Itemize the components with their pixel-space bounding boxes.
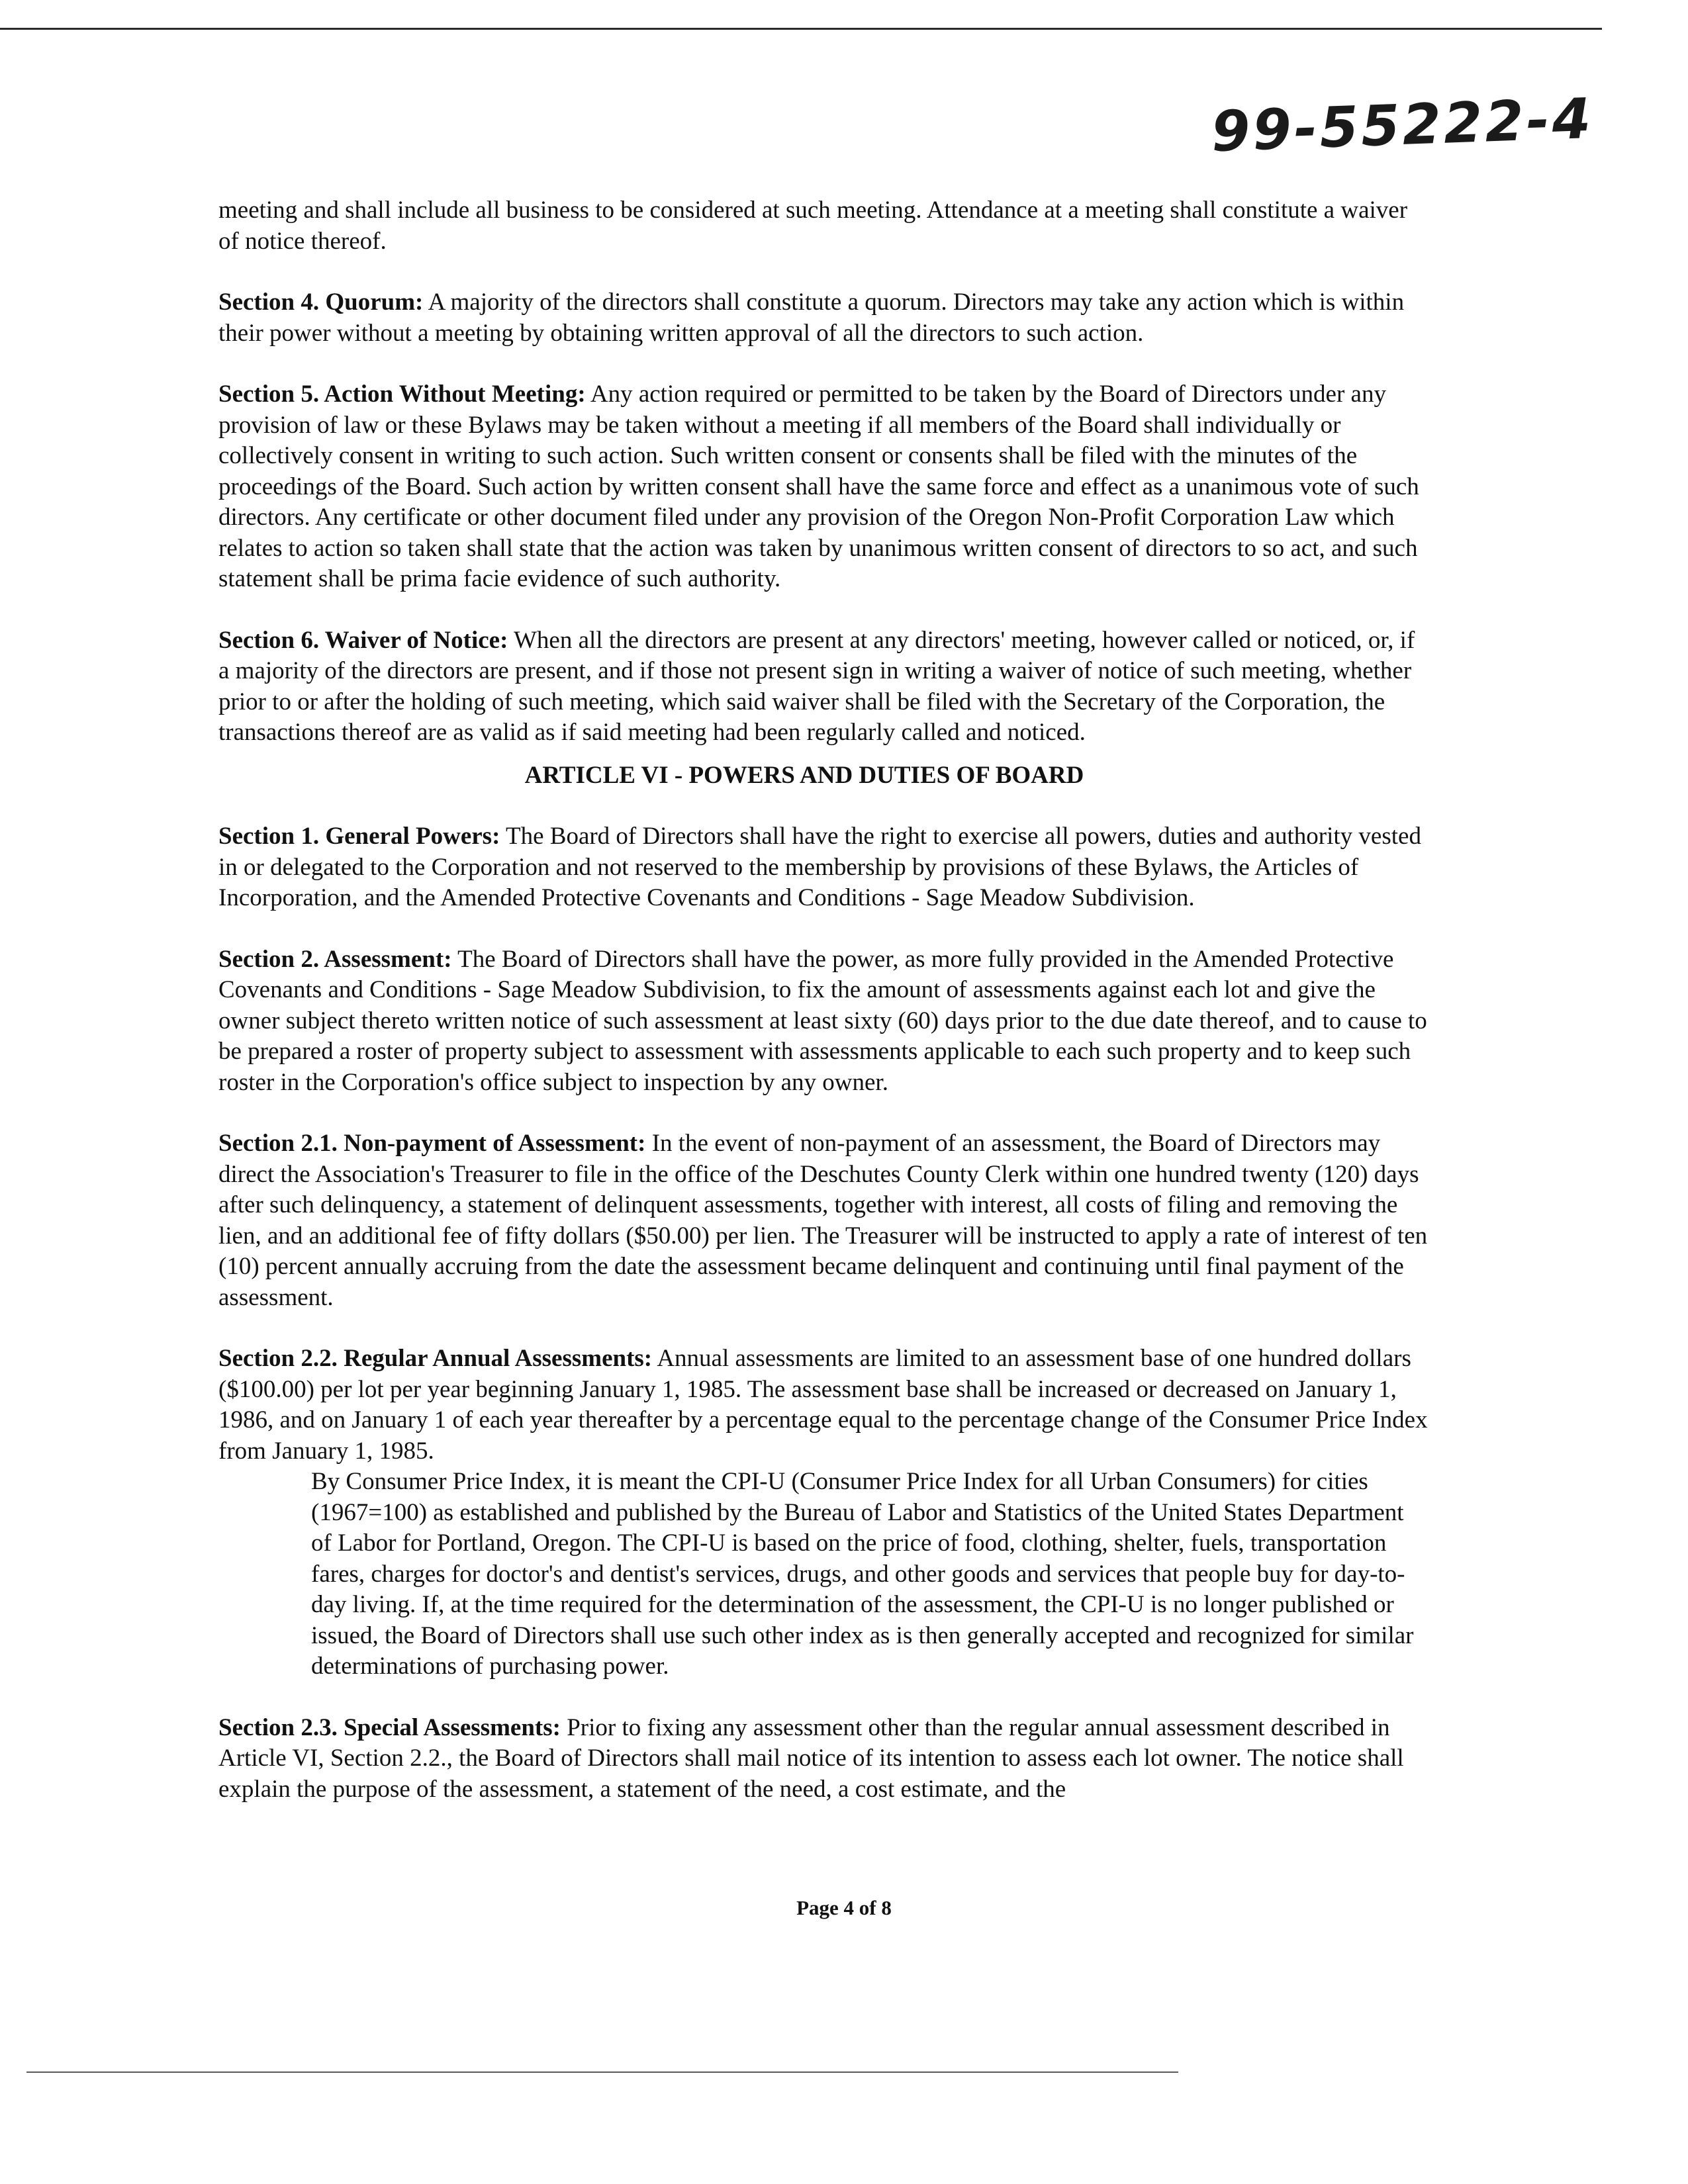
section-5-action-without-meeting [218,379,1430,595]
document-body [218,195,1430,1835]
article-heading: ARTICLE VI - POWERS AND DUTIES OF BOARD [524,761,1084,789]
section-text: In the event of non-payment of an assessment, the Board of Directors may direct the Association's Treasurer to file in the office of the Deschutes County Clerk within one hundred twenty (120) days after such delinquency, a statement of delinquent assessments, together with interest, all costs of filing and removing the lien, and an additional fee of fifty dollars ($50.00) per lien. The Treasurer will be instructed to apply a rate of interest of ten (10) percent annually accruing from the date the assessment became delinquent and continuing until final payment of the assessment. [218,1130,1428,1311]
cpi-definition-paragraph: By Consumer Price Index, it is meant the CPI-U (Consumer Price Index for all Urban Consumers) for cities (1967=100) as established and published by the Bureau of Labor and Statistics of the United States Department of Labor for Portland, Oregon. The CPI-U is based on the price of food, clothing, shelter, fuels, transportation fares, charges for doctor's and dentist's services, drugs, and other goods and services that people buy for day-to-day living. If, at the time required for the determination of the assessment, the CPI-U is no longer published or issued, the Board of Directors shall use such other index as is then generally accepted and recognized for similar determinations of purchasing power. [311,1468,1414,1680]
section-2-assessment [218,944,1430,1099]
section-text: Prior to fixing any assessment other than the regular annual assessment described in Article VI, Section 2.2., the Board of Directors shall mail notice of its intention to assess each lot owner. The notice shall explain the purpose of the assessment, a statement of the need, a cost estimate, and the [218,1713,1404,1803]
section-6-waiver-of-notice [218,625,1430,749]
section-text: A majority of the directors shall constitute a quorum. Directors may take any action which is within their power without a meeting by obtaining written approval of all the directors to such action. [218,289,1405,347]
section-label: Section 2.3. Special Assessments: [218,1713,561,1741]
top-rule-line [0,28,1602,30]
continuation-paragraph: meeting and shall include all business to be considered at such meeting. Attendance at a meeting shall constitute a waiver of notice thereof. [218,197,1408,255]
handwritten-document-number: 99-55222-4 [1210,85,1595,164]
section-1-general-powers [218,821,1430,914]
section-text: Annual assessments are limited to an assessment base of one hundred dollars ($100.00) per lot per year beginning January 1, 1985. The assessment base shall be increased or decreased on January 1, 1986, and on January 1 of each year thereafter by a percentage equal to the percentage change of the Consumer Price Index from January 1, 1985. [218,1345,1428,1465]
section-label: Section 1. General Powers: [218,823,500,850]
page-number: Page 4 of 8 [796,1896,892,1919]
section-text: The Board of Directors shall have the right to exercise all powers, duties and authority vested in or delegated to the Corporation and not reserved to the membership by provisions of these Bylaws, the Articles of Incorporation, and the Amended Protective Covenants and Conditions - Sage Meadow Subdivision. [218,823,1421,911]
section-2-2-regular-annual-assessments [218,1343,1430,1467]
section-label: Section 4. Quorum: [218,289,424,316]
section-4-quorum [218,287,1430,349]
section-label: Section 2. Assessment: [218,945,452,973]
section-text: The Board of Directors shall have the power, as more fully provided in the Amended Protective Covenants and Conditions - Sage Meadow Subdivision, to fix the amount of assessments against each lot and give the owner subject thereto written notice of such assessment at least sixty (60) days prior to the due date thereof, and to cause to be prepared a roster of property subject to assessment with assessments applicable to each such property and to keep such roster in the Corporation's office subject to inspection by any owner. [218,945,1427,1096]
section-label: Section 6. Waiver of Notice: [218,626,508,654]
section-label: Section 5. Action Without Meeting: [218,381,586,408]
section-label: Section 2.2. Regular Annual Assessments: [218,1345,653,1372]
section-label: Section 2.1. Non-payment of Assessment: [218,1130,646,1157]
section-text: Any action required or permitted to be taken by the Board of Directors under any provision of law or these Bylaws may be taken without a meeting if all members of the Board shall individually or collectively consent in writing to such action. Such written consent or consents shall be filed with the minutes of the proceedings of the Board. Such action by written consent shall have the same force and effect as a unanimous vote of such directors. Any certificate or other document filed under any provision of the Oregon Non-Profit Corporation Law which relates to action so taken shall state that the action was taken by unanimous written consent of directors to so act, and such statement shall be prima facie evidence of such authority. [218,381,1419,592]
section-2-3-special-assessments [218,1713,1430,1805]
section-2-1-non-payment [218,1128,1430,1313]
bottom-rule-line [26,2071,1178,2073]
section-text: When all the directors are present at any directors' meeting, however called or noticed, or, if a majority of the directors are present, and if those not present sign in writing a waiver of notice of such meeting, whether prior to or after the holding of such meeting, which said waiver shall be filed with the Secretary of the Corporation, the transactions thereof are as valid as if said meeting had been regularly called and noticed. [218,626,1415,746]
